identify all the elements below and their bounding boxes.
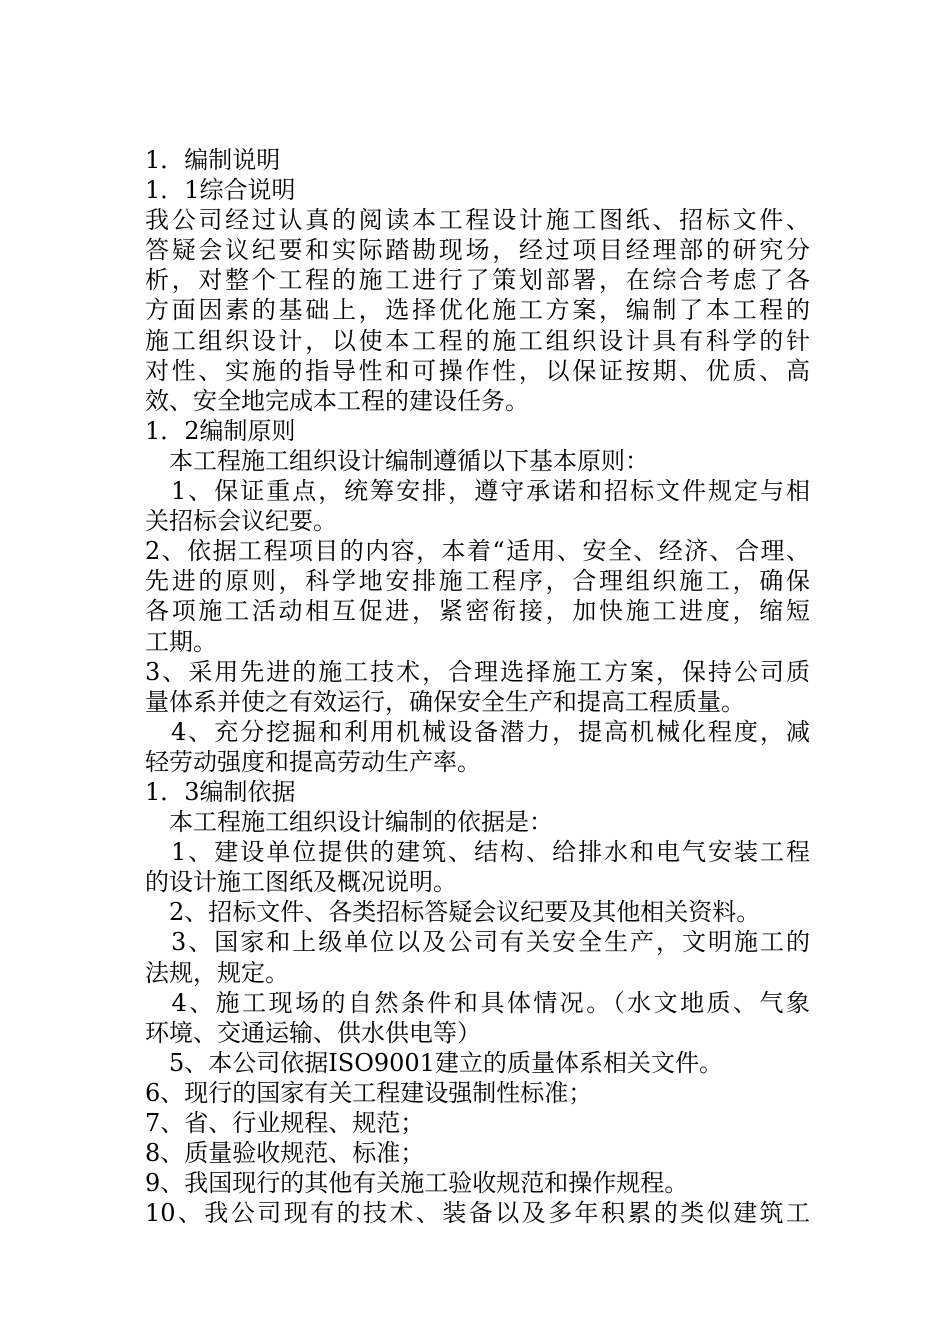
list-item-line: 轻劳动强度和提高劳动生产率。 [145,747,481,776]
paragraph-line: 析，对整个工程的施工进行了策划部署，在综合考虑了各 [145,266,810,295]
list-item-line: 关招标会议纪要。 [145,507,337,536]
paragraph-line: 效、安全地完成本工程的建设任务。 [145,386,529,415]
list-item-line: 1、保证重点，统筹安排，遵守承诺和招标文件规定与相 [145,477,810,506]
list-item-line: 4、施工现场的自然条件和具体情况。（水文地质、气象 [145,988,810,1017]
list-item-line: 5、本公司依据ISO9001建立的质量体系相关文件。 [145,1048,723,1077]
list-item-line: 4、充分挖掘和利用机械设备潜力，提高机械化程度，减 [145,717,810,746]
list-item-line: 3、国家和上级单位以及公司有关安全生产，文明施工的 [145,928,810,957]
list-item-line: 环境、交通运输、供水供电等） [145,1018,481,1047]
list-item-line: 2、依据工程项目的内容，本着“适用、安全、经济、合理、 [145,537,810,566]
list-item-line: 先进的原则，科学地安排施工程序，合理组织施工，确保 [145,567,810,596]
subsection-heading: 1．2编制原则 [145,416,296,445]
document-body [145,145,810,1228]
list-item-line: 6、现行的国家有关工程建设强制性标准； [145,1078,593,1107]
list-item-line: 量体系并使之有效运行，确保安全生产和提高工程质量。 [145,687,745,716]
list-item-line: 1、建设单位提供的建筑、结构、给排水和电气安装工程 [145,838,810,867]
list-item-line: 的设计施工图纸及概况说明。 [145,868,457,897]
paragraph-line: 本工程施工组织设计编制遵循以下基本原则： [145,446,649,475]
list-item-line: 3、采用先进的施工技术，合理选择施工方案，保持公司质 [145,657,810,686]
list-item-line: 9、我国现行的其他有关施工验收规范和操作规程。 [145,1169,689,1198]
list-item-line: 10、我公司现有的技术、装备以及多年积累的类似建筑工 [145,1199,810,1228]
paragraph-line: 我公司经过认真的阅读本工程设计施工图纸、招标文件、 [145,206,810,235]
paragraph-line: 答疑会议纪要和实际踏勘现场，经过项目经理部的研究分 [145,236,810,265]
section-heading: 1．编制说明 [145,146,281,174]
list-item-line: 8、质量验收规范、标准； [145,1139,425,1168]
subsection-heading: 1．3编制依据 [145,777,296,806]
list-item-line: 各项施工活动相互促进，紧密衔接，加快施工进度，缩短 [145,597,810,626]
list-item-line: 7、省、行业规程、规范； [145,1109,425,1137]
paragraph-line: 方面因素的基础上，选择优化施工方案，编制了本工程的 [145,296,810,325]
subsection-heading: 1．1综合说明 [145,176,296,205]
paragraph-line: 本工程施工组织设计编制的依据是： [145,808,553,837]
list-item-line: 2、招标文件、各类招标答疑会议纪要及其他相关资料。 [145,898,761,927]
paragraph-line: 对性、实施的指导性和可操作性，以保证按期、优质、高 [145,356,810,385]
list-item-line: 法规，规定。 [145,958,289,987]
paragraph-line: 施工组织设计，以使本工程的施工组织设计具有科学的针 [145,326,810,355]
list-item-line: 工期。 [145,627,217,656]
